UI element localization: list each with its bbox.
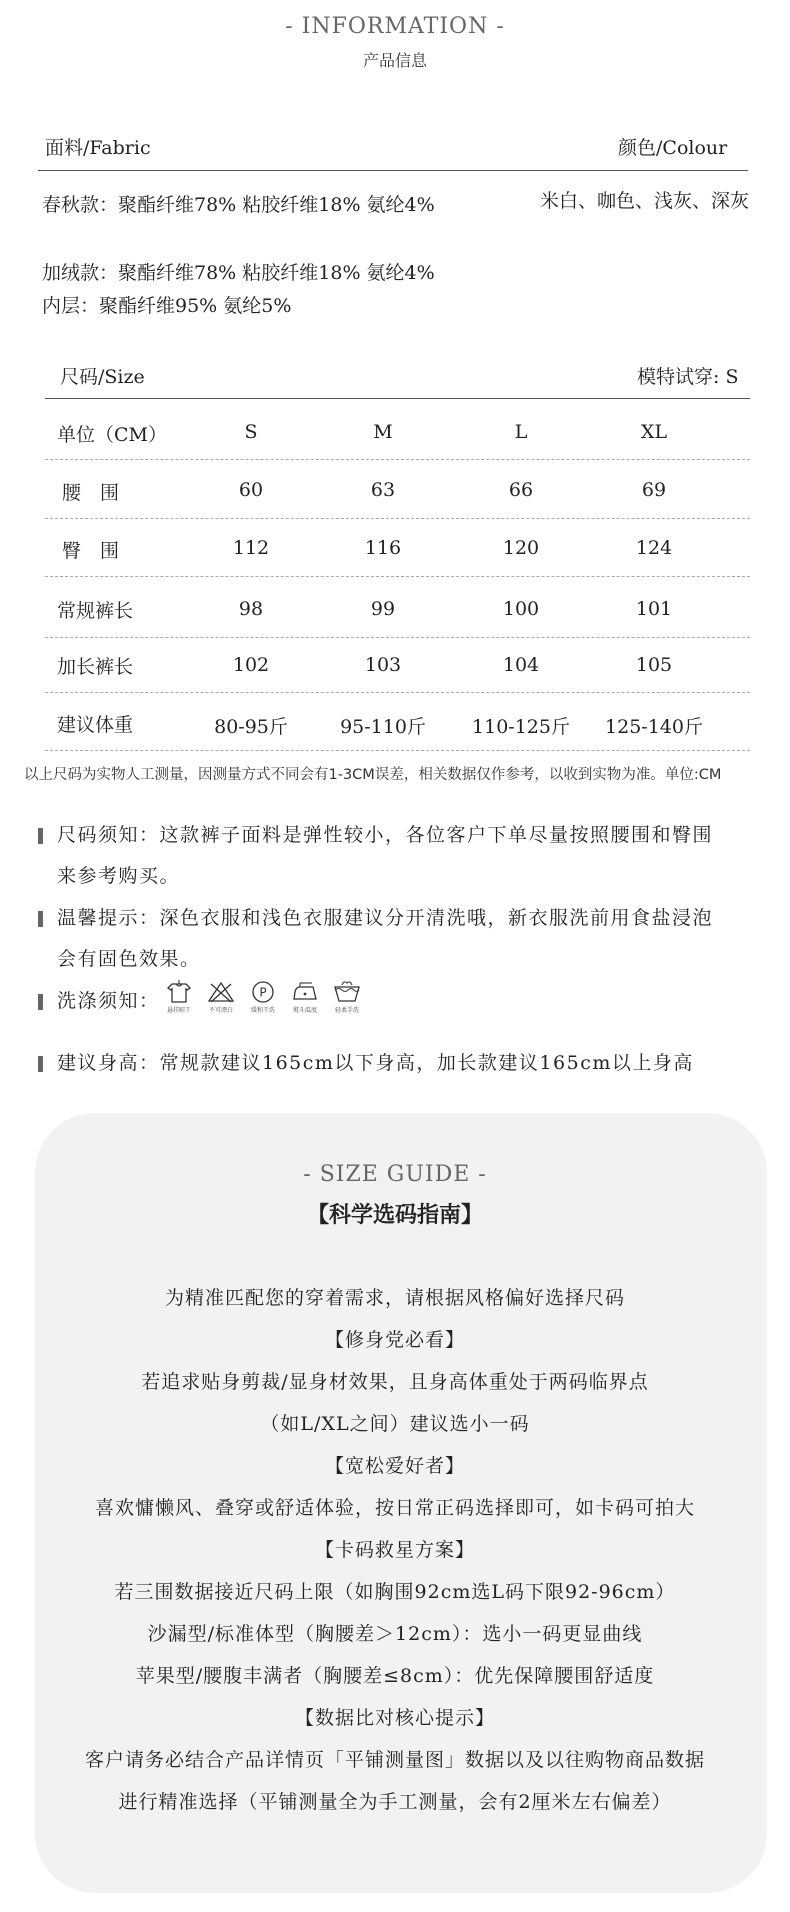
size-header-s: S xyxy=(244,421,258,443)
table-cell: 104 xyxy=(502,654,540,676)
size-header-xl: XL xyxy=(640,421,668,443)
hand-wash-icon: 轻柔手洗 xyxy=(327,980,367,1014)
bullet-marker xyxy=(38,1056,43,1072)
table-cell: 98 xyxy=(238,598,264,620)
svg-text:P: P xyxy=(259,985,267,1000)
no-bleach-icon: 不可漂白 xyxy=(201,980,241,1014)
size-label: 尺码/Size xyxy=(60,366,145,388)
guide-line: （如L/XL之间）建议选小一码 xyxy=(260,1413,530,1435)
size-divider xyxy=(45,398,750,399)
size-guide-subtitle: 【科学选码指南】 xyxy=(306,1202,483,1228)
spring-autumn-fabric: 春秋款：聚酯纤维78% 粘胶纤维18% 氨纶4% xyxy=(42,194,435,216)
table-cell: 103 xyxy=(364,654,402,676)
table-cell: 116 xyxy=(364,537,402,559)
height-recommendation: 建议身高：常规款建议165cm以下身高，加长款建议165cm以上身高 xyxy=(57,1052,694,1074)
size-notice-line1: 尺码须知：这款裤子面料是弹性较小，各位客户下单尽量按照腰围和臀围 xyxy=(57,824,714,846)
table-cell: 120 xyxy=(502,537,540,559)
row-divider xyxy=(45,692,750,693)
table-cell: 66 xyxy=(508,479,534,501)
fabric-label: 面料/Fabric xyxy=(45,137,151,159)
guide-line: 若追求贴身剪裁/显身材效果，且身高体重处于两码临界点 xyxy=(141,1371,649,1393)
guide-line: 为精准匹配您的穿着需求，请根据风格偏好选择尺码 xyxy=(164,1287,625,1309)
table-cell: 80-95斤 xyxy=(214,716,288,738)
wash-label: 洗涤须知： xyxy=(57,990,160,1012)
dry-clean-icon: P 缓和干洗 xyxy=(243,980,283,1014)
row-divider xyxy=(45,750,750,751)
colour-label: 颜色/Colour xyxy=(618,137,728,159)
table-cell: 60 xyxy=(238,479,264,501)
size-notice-line2: 来参考购买。 xyxy=(57,865,181,887)
tip-line2: 会有固色效果。 xyxy=(57,948,201,970)
row-label-long-length: 加长裤长 xyxy=(57,656,134,678)
low-iron-icon: 熨斗温度 xyxy=(285,980,325,1014)
size-header-l: L xyxy=(514,421,528,443)
table-cell: 124 xyxy=(635,537,673,559)
table-cell: 105 xyxy=(635,654,673,676)
size-guide-title: - SIZE GUIDE - xyxy=(303,1162,487,1187)
bullet-marker xyxy=(38,828,43,844)
table-cell: 125-140斤 xyxy=(605,716,703,738)
row-divider xyxy=(45,637,750,638)
guide-heading: 【宽松爱好者】 xyxy=(324,1455,465,1477)
row-divider xyxy=(45,576,750,577)
hang-dry-icon: 悬挂晾干 xyxy=(159,980,199,1014)
guide-line: 喜欢慵懒风、叠穿或舒适体验，按日常正码选择即可，如卡码可拍大 xyxy=(94,1497,695,1519)
fabric-divider xyxy=(38,170,748,171)
tip-line1: 温馨提示：深色衣服和浅色衣服建议分开清洗哦，新衣服洗前用食盐浸泡 xyxy=(57,907,714,929)
guide-line: 沙漏型/标准体型（胸腰差＞12cm）：选小一码更显曲线 xyxy=(147,1623,643,1645)
table-cell: 102 xyxy=(232,654,270,676)
colour-options: 米白、咖色、浅灰、深灰 xyxy=(540,190,750,212)
table-cell: 101 xyxy=(635,598,673,620)
information-title: - INFORMATION - xyxy=(285,14,505,39)
measurement-disclaimer: 以上尺码为实物人工测量，因测量方式不同会有1-3CM误差，相关数据仅作参考，以收到实物为准。单位:CM xyxy=(24,767,722,783)
table-cell: 100 xyxy=(502,598,540,620)
bullet-marker xyxy=(38,994,43,1010)
guide-line: 进行精准选择（平铺测量全为手工测量，会有2厘米左右偏差） xyxy=(118,1791,672,1813)
size-header-m: M xyxy=(373,421,393,443)
row-label-regular-length: 常规裤长 xyxy=(57,600,134,622)
guide-heading: 【数据比对核心提示】 xyxy=(294,1707,495,1729)
row-label-hip: 臀 围 xyxy=(62,540,120,562)
table-cell: 112 xyxy=(232,537,270,559)
guide-line: 若三围数据接近尺码上限（如胸围92cm选L码下限92-96cm） xyxy=(114,1581,676,1603)
bullet-marker xyxy=(38,911,43,927)
table-cell: 63 xyxy=(370,479,396,501)
row-divider xyxy=(45,459,750,460)
information-subtitle: 产品信息 xyxy=(362,51,427,70)
guide-line: 苹果型/腰腹丰满者（胸腰差≤8cm）：优先保障腰围舒适度 xyxy=(135,1665,655,1687)
lining-fabric: 内层：聚酯纤维95% 氨纶5% xyxy=(42,295,292,317)
fleece-fabric: 加绒款：聚酯纤维78% 粘胶纤维18% 氨纶4% xyxy=(42,262,435,284)
row-label-waist: 腰 围 xyxy=(62,482,120,504)
row-divider xyxy=(45,518,750,519)
guide-heading: 【卡码救星方案】 xyxy=(314,1539,475,1561)
model-size: 模特试穿: S xyxy=(637,366,739,388)
guide-heading: 【修身党必看】 xyxy=(324,1329,465,1351)
unit-header: 单位（CM） xyxy=(57,424,167,446)
table-cell: 69 xyxy=(641,479,667,501)
table-cell: 110-125斤 xyxy=(472,716,570,738)
table-cell: 95-110斤 xyxy=(340,716,426,738)
table-cell: 99 xyxy=(370,598,396,620)
row-label-weight: 建议体重 xyxy=(57,714,134,736)
guide-line: 客户请务必结合产品详情页「平铺测量图」数据以及以往购物商品数据 xyxy=(84,1749,705,1771)
